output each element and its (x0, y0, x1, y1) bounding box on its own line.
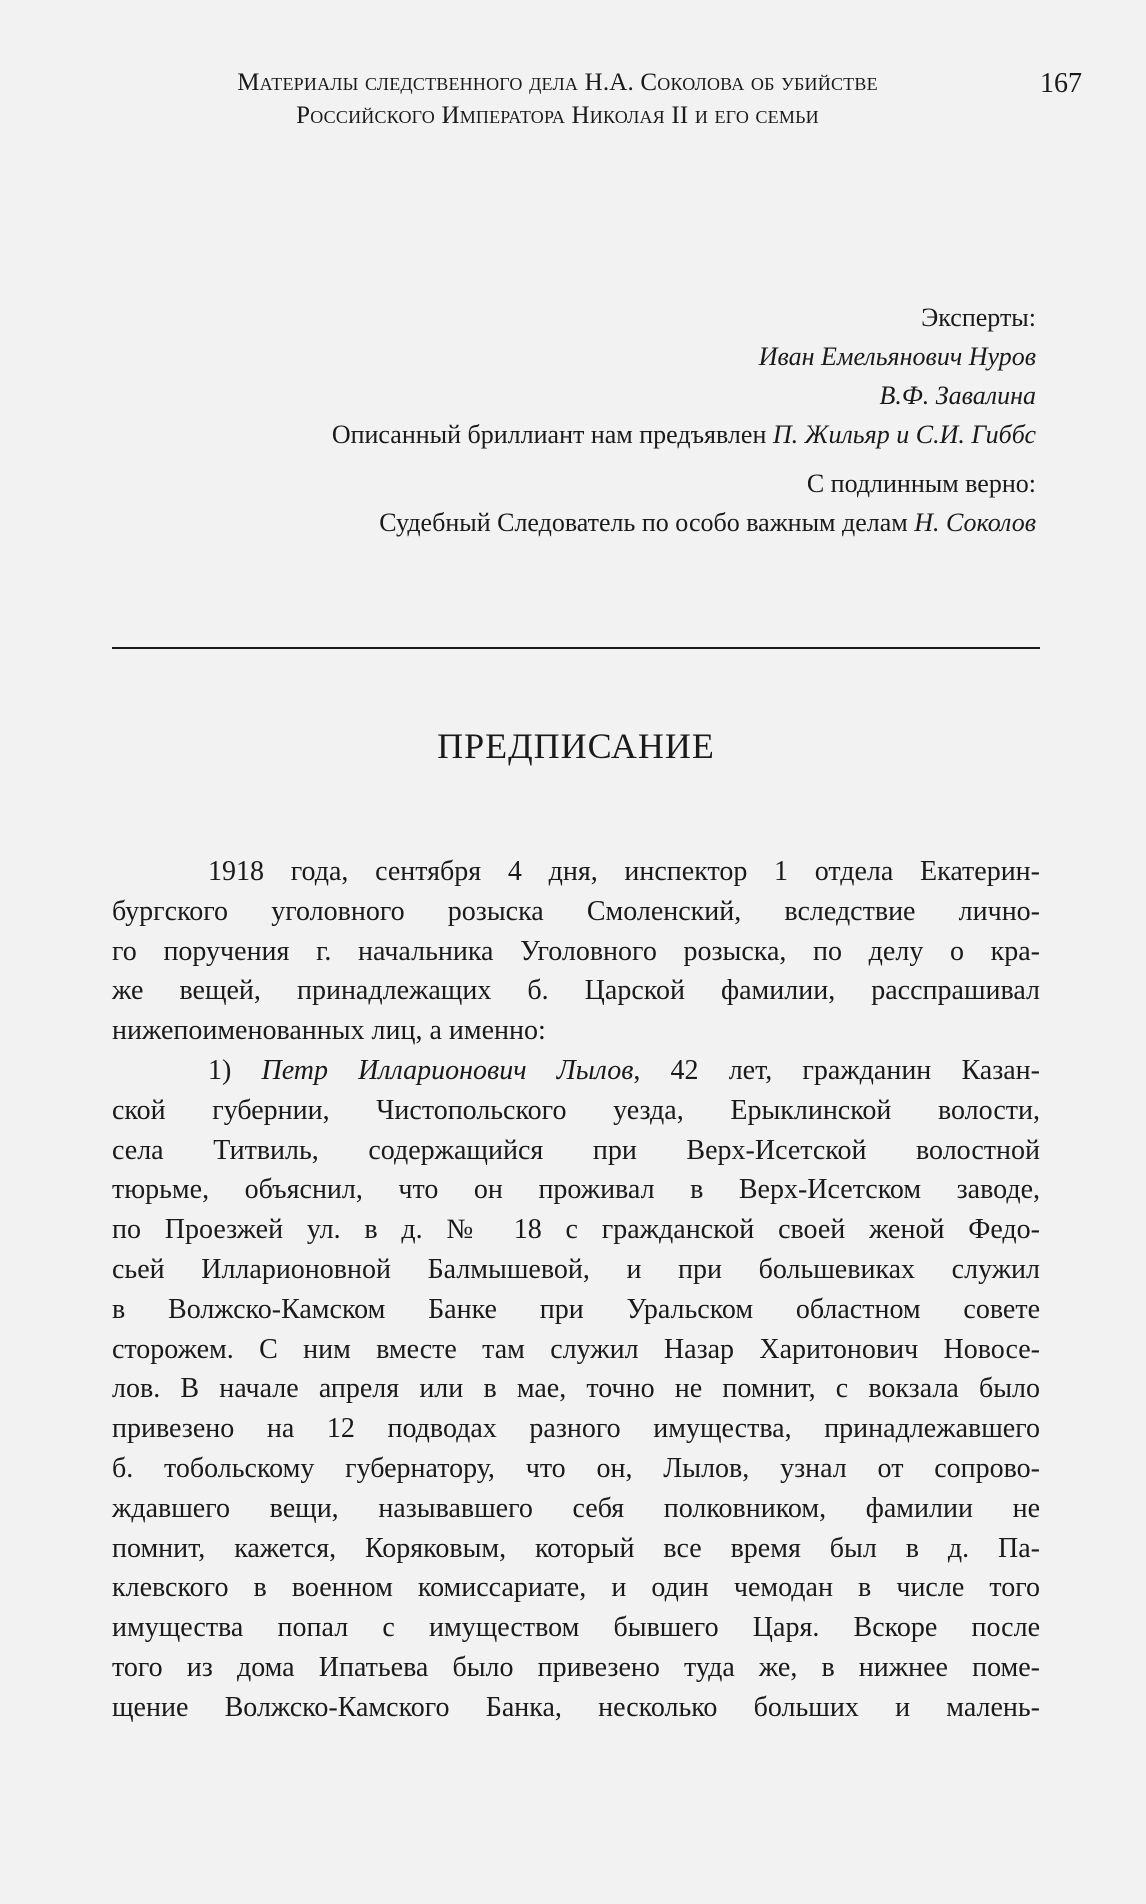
body-line: села Титвиль, содержащийся при Верх-Исетской волостной (112, 1134, 1040, 1166)
expert-1-name: Иван Емельянович Нуров (758, 342, 1036, 371)
body-line: щение Волжско-Камского Банка, несколько больших и малень- (112, 1691, 1040, 1723)
body-line: ждавшего вещи, называвшего себя полковником, фамилии не (112, 1492, 1040, 1524)
signoff-block (136, 298, 1036, 542)
body-line: помнит, кажется, Коряковым, который все время был в д. Па- (112, 1532, 1040, 1564)
running-head (150, 66, 965, 132)
investigator-name: Н. Соколов (914, 508, 1036, 537)
diamond-witnesses: П. Жильяр и С.И. Гиббс (772, 420, 1036, 449)
item-number: 1) (208, 1054, 232, 1086)
body-line: ской губернии, Чистопольского уезда, Ерыклинской волости, (112, 1094, 1040, 1126)
body-line: тюрьме, объяснил, что он проживал в Верх-Исетском заводе, (112, 1174, 1040, 1206)
body-line: лов. В начале апреля или в мае, точно не помнит, с вокзала было (112, 1373, 1040, 1405)
body-line: в Волжско-Камском Банке при Уральском областном совете (112, 1293, 1040, 1325)
diamond-text: Описанный бриллиант нам предъявлен (331, 420, 767, 449)
section-divider (112, 647, 1040, 649)
person-details: , 42 лет, гражданин Казан- (633, 1054, 1040, 1086)
document-heading: ПРЕДПИСАНИЕ (437, 726, 715, 766)
body-line: бургского уголовного розыска Смоленский, вследствие лично- (112, 895, 1040, 927)
body-line: того из дома Ипатьева было привезено туда же, в нижнее поме- (112, 1651, 1040, 1683)
body-line: сторожем. С ним вместе там служил Назар Харитонович Новосе- (112, 1333, 1040, 1365)
page-number: 167 (1040, 68, 1082, 99)
body-line: клевского в военном комиссариате, и один чемодан в числе того (112, 1572, 1040, 1604)
body-line: сьей Илларионовной Балмышевой, и при большевиках служил (112, 1253, 1040, 1285)
expert-2-name: В.Ф. Завалина (879, 381, 1036, 410)
diamond-statement (136, 415, 1036, 454)
body-line: привезено на 12 подводах разного имущества, принадлежавшего (112, 1413, 1040, 1445)
body-line: б. тобольскому губернатору, что он, Лылов, узнал от сопрово- (112, 1452, 1040, 1484)
investigator-line (136, 503, 1036, 542)
body-line (112, 1051, 1040, 1091)
body-line: нижепоименованных лиц, а именно: (112, 1015, 546, 1047)
verified-label: С подлинным верно: (806, 469, 1036, 498)
investigator-title: Судебный Следователь по особо важным делам (379, 508, 908, 537)
body-line: 1918 года, сентября 4 дня, инспектор 1 отдела Екатерин- (208, 856, 1040, 887)
running-head-line-1: Материалы следственного дела Н.А. Соколова об убийстве (237, 69, 878, 96)
body-text (112, 852, 1040, 1728)
body-line: же вещей, принадлежащих б. Царской фамилии, расспрашивал (112, 975, 1040, 1007)
body-line: имущества попал с имуществом бывшего Царя. Вскоре после (112, 1612, 1040, 1644)
experts-label: Эксперты: (921, 303, 1036, 332)
person-name: Петр Илларионович Лылов (261, 1054, 634, 1086)
running-head-line-2: Российского Императора Николая II и его семьи (296, 102, 819, 129)
body-line: го поручения г. начальника Уголовного розыска, по делу о кра- (112, 935, 1040, 967)
body-line: по Проезжей ул. в д. № 18 с гражданской своей женой Федо- (112, 1214, 1040, 1246)
